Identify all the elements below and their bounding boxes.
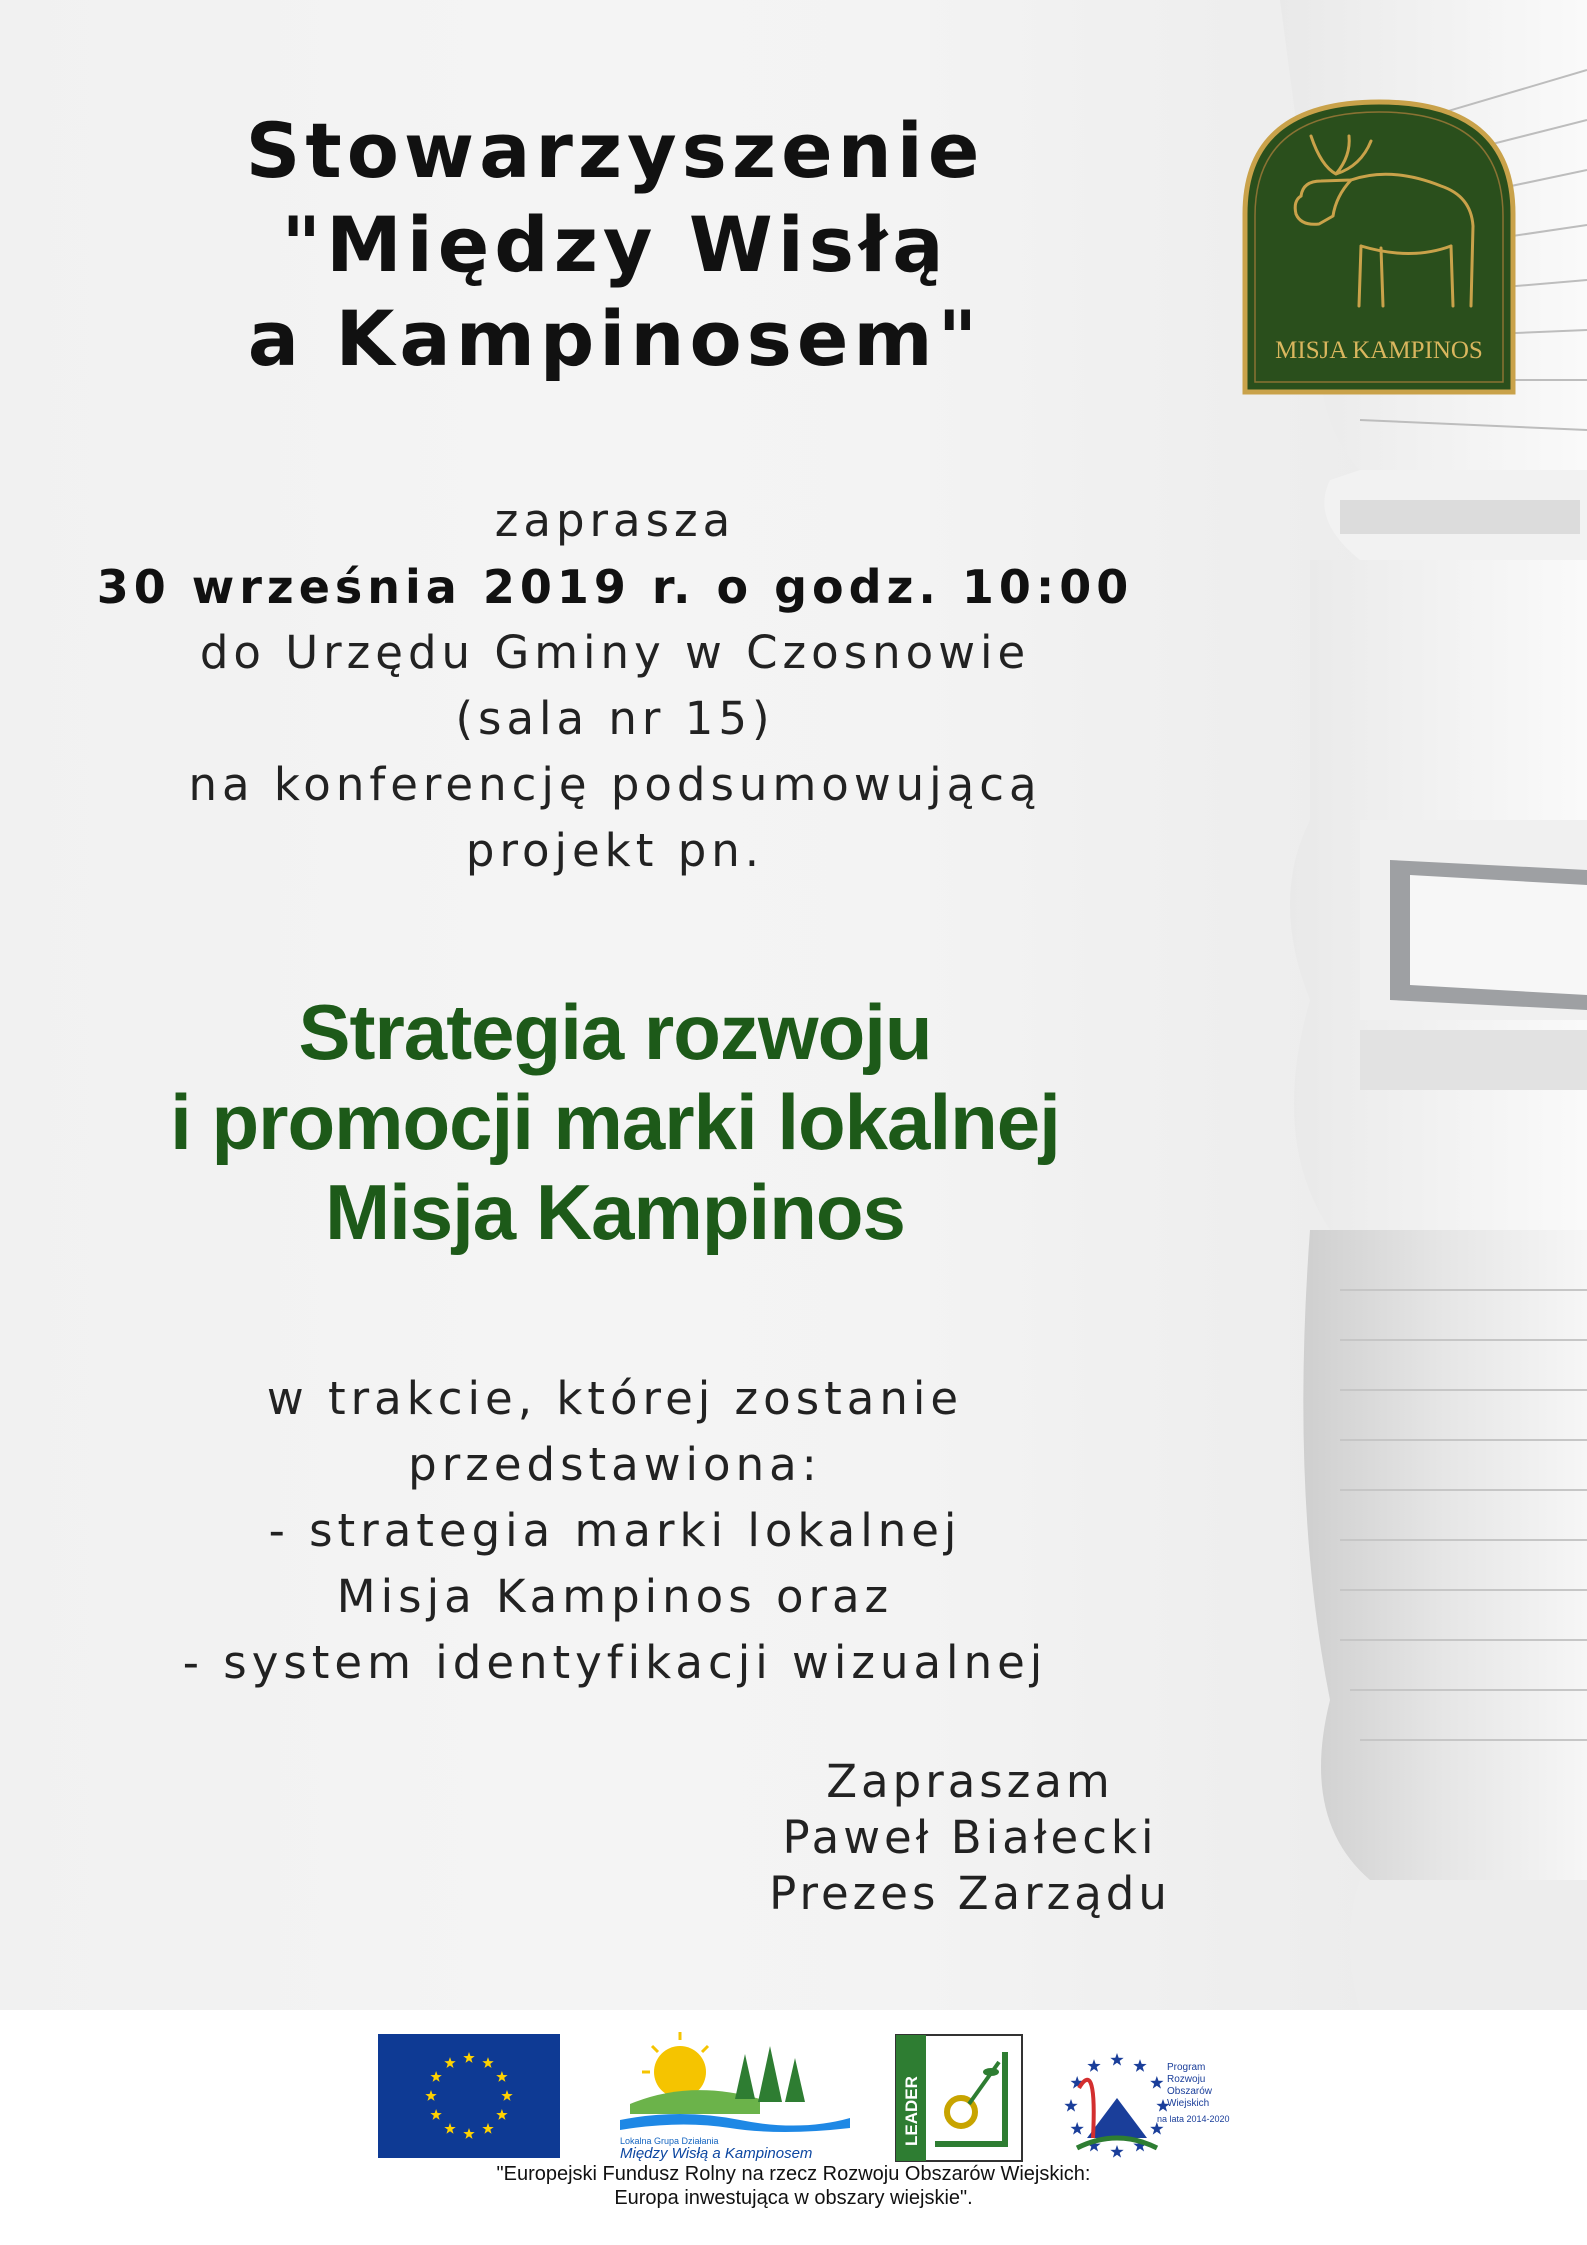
footer — [0, 2010, 1587, 2245]
badge-label: MISJA KAMPINOS — [1275, 337, 1483, 364]
signature-line: Zapraszam — [826, 1755, 1114, 1808]
details-line: w trakcie, której zostanie — [266, 1372, 964, 1425]
signature-block — [710, 1754, 1230, 1922]
prow-star-icon — [1150, 2076, 1163, 2089]
event-purpose: projekt pn. — [465, 824, 765, 877]
project-title-line: i promocji marki lokalnej — [170, 1078, 1060, 1166]
funding-note — [0, 2162, 1587, 2210]
prow-line: Obszarów — [1167, 2086, 1213, 2097]
lgd-name: Między Wisłą a Kampinosem — [620, 2145, 813, 2162]
prow-star-icon — [1087, 2059, 1100, 2072]
signature-line: Paweł Białecki — [782, 1811, 1158, 1864]
project-title-line: Strategia rozwoju — [298, 988, 932, 1076]
project-title — [0, 987, 1230, 1257]
invite-verb: zaprasza — [494, 494, 736, 547]
funding-note-line: "Europejski Fundusz Rolny na rzecz Rozwoju Obszarów Wiejskich: — [496, 2163, 1091, 2185]
project-title-line: Misja Kampinos — [325, 1168, 905, 1256]
leader-logo — [895, 2034, 1023, 2162]
org-title-line: "Między Wisłą — [281, 200, 949, 289]
prow-star-icon — [1110, 2145, 1123, 2158]
event-place: do Urzędu Gminy w Czosnowie — [199, 626, 1031, 679]
prow-star-icon — [1071, 2122, 1084, 2135]
prow-line: Wiejskich — [1167, 2098, 1210, 2109]
invitation-block — [0, 488, 1230, 884]
conference-details — [0, 1366, 1230, 1696]
prow-star-icon — [1110, 2053, 1123, 2066]
leader-label: LEADER — [902, 2076, 921, 2146]
details-line: przedstawiona: — [408, 1438, 822, 1491]
org-title-line: a Kampinosem" — [247, 294, 983, 383]
prow-logo — [1057, 2028, 1257, 2168]
lgd-small-text: Lokalna Grupa Działania — [620, 2136, 719, 2146]
eu-flag-logo — [378, 2034, 560, 2158]
prow-star-icon — [1064, 2099, 1077, 2112]
details-line: Misja Kampinos oraz — [336, 1570, 894, 1623]
event-room: (sala nr 15) — [455, 692, 775, 745]
lgd-logo — [610, 2024, 858, 2164]
event-date: 30 września 2019 r. o godz. 10:00 — [96, 560, 1134, 614]
details-line: - strategia marki lokalnej — [268, 1504, 962, 1557]
prow-star-icon — [1133, 2059, 1146, 2072]
prow-line: Program — [1167, 2062, 1206, 2073]
prow-line: Rozwoju — [1167, 2074, 1206, 2085]
org-title-line: Stowarzyszenie — [245, 106, 985, 195]
prow-line: na lata 2014-2020 — [1157, 2114, 1230, 2124]
funding-note-line: Europa inwestująca w obszary wiejskie". — [614, 2187, 973, 2209]
signature-line: Prezes Zarządu — [769, 1867, 1171, 1920]
misja-kampinos-badge — [1241, 96, 1517, 396]
details-line: - system identyfikacji wizualnej — [182, 1636, 1048, 1689]
organization-title — [0, 104, 1230, 386]
event-purpose: na konferencję podsumowującą — [188, 758, 1042, 811]
